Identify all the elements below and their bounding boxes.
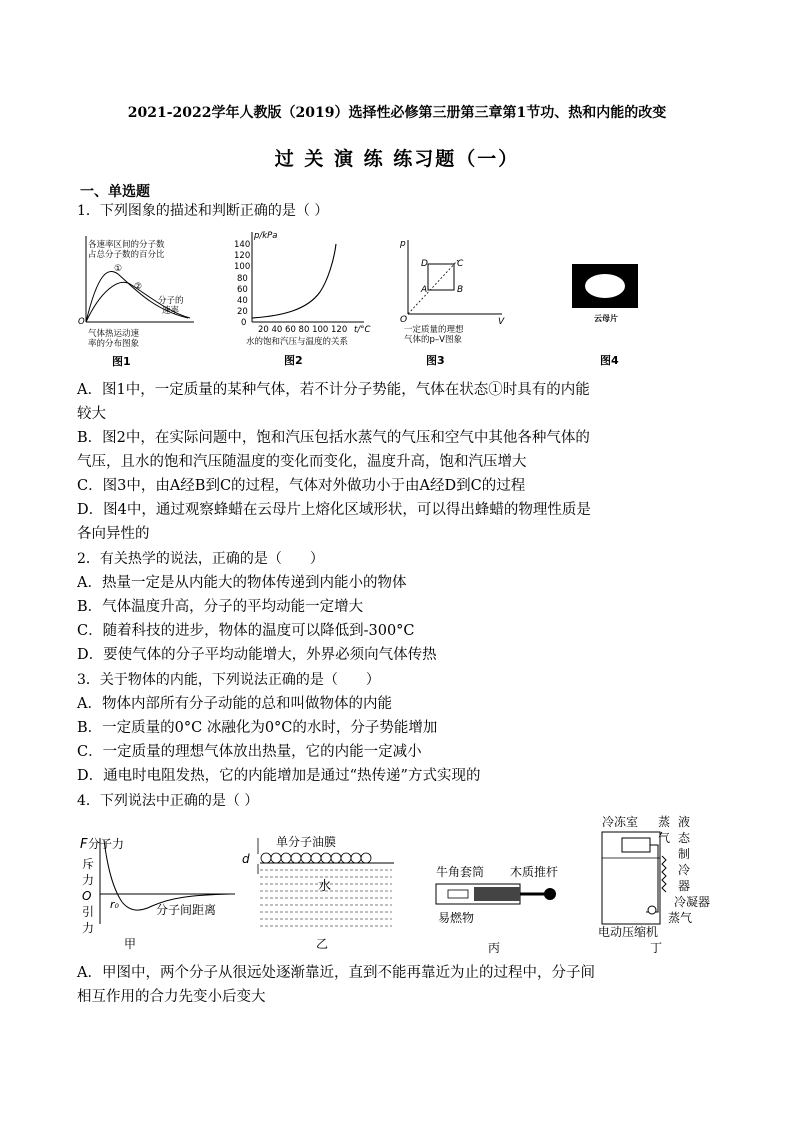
question-4-stem: 4．下列说法中正确的是（ ） bbox=[77, 793, 259, 809]
ding-vapor-label: 蒸气 bbox=[668, 911, 693, 925]
q3-option-c: C．一定质量的理想气体放出热量，它的内能一定减小 bbox=[77, 744, 422, 760]
fig3-rectangle bbox=[428, 264, 454, 290]
q4-option-a-line-2: 相互作用的合力先变小后变大 bbox=[77, 989, 266, 1005]
yi-d-label: d bbox=[242, 852, 250, 866]
q2-option-b: B．气体温度升高，分子的平均动能一定增大 bbox=[77, 599, 364, 615]
ding-compressor bbox=[648, 906, 656, 914]
fig3-p-label: p bbox=[400, 239, 406, 249]
fig3-caption-2: 气体的p–V图象 bbox=[404, 335, 462, 345]
ding-refrigerant-1: 制 bbox=[678, 847, 691, 861]
jia-attractive-2: 力 bbox=[82, 921, 95, 935]
bing-rod-label: 木质推杆 bbox=[510, 865, 559, 879]
figure-3-pv-diagram bbox=[398, 234, 508, 370]
bing-rod-inside bbox=[474, 887, 520, 901]
ding-condenser-label: 冷凝器 bbox=[674, 895, 711, 909]
fig3-label: 图3 bbox=[426, 354, 445, 367]
jia-attractive-1: 引 bbox=[82, 905, 95, 919]
fig3-origin: O bbox=[400, 315, 408, 325]
question-2-stem: 2．有关热学的说法，正确的是（ ） bbox=[77, 551, 324, 567]
fig1-xlabel-2: 速率 bbox=[162, 306, 180, 316]
q1-option-d-line-2: 各向异性的 bbox=[77, 526, 150, 542]
figure-2-vapor-pressure bbox=[232, 226, 372, 370]
q3-option-b: B．一定质量的0°C 冰融化为0°C的水时，分子势能增加 bbox=[77, 720, 438, 736]
ding-freezer-label: 冷冻室 bbox=[602, 815, 639, 829]
fig3-point-b: B bbox=[457, 285, 464, 295]
ding-steam-2: 气 bbox=[658, 831, 671, 845]
jia-label: 甲 bbox=[124, 937, 137, 951]
ding-liquid-2: 态 bbox=[678, 831, 691, 845]
figure-jia-molecular-force bbox=[80, 832, 240, 954]
question-1-stem: 1．下列图象的描述和判断正确的是（ ） bbox=[77, 203, 329, 219]
fig2-ylabel: p/kPa bbox=[254, 231, 278, 241]
q4-option-a-line-1: A．甲图中，两个分子从很远处逐渐靠近，直到不能再靠近为止的过程中，分子间 bbox=[77, 965, 595, 981]
figure-yi-oil-film bbox=[242, 832, 398, 954]
fig3-point-a: A bbox=[421, 285, 428, 295]
fig3-dashed-line bbox=[408, 260, 458, 314]
ding-condenser-coil bbox=[662, 856, 666, 892]
q2-option-d: D．要使气体的分子平均动能增大，外界必须向气体传热 bbox=[77, 647, 437, 663]
fig2-xticks: 20 40 60 80 100 120 bbox=[258, 325, 348, 335]
fig1-caption-2: 率的分布图象 bbox=[88, 339, 140, 349]
fig2-ytick-40: 40 bbox=[237, 296, 248, 306]
bing-tube-label: 牛角套筒 bbox=[436, 865, 485, 879]
q2-option-c: C．随着科技的进步，物体的温度可以降低到-300°C bbox=[77, 623, 415, 639]
fig1-label: 图1 bbox=[112, 355, 131, 368]
figure-ding-refrigerator bbox=[596, 812, 728, 954]
yi-film-label: 单分子油膜 bbox=[276, 835, 337, 849]
fig2-ytick-120: 120 bbox=[234, 251, 251, 261]
fig2-curve bbox=[252, 244, 336, 318]
document-header: 2021-2022学年人教版（2019）选择性必修第三册第三章第1节功、热和内能的改变 bbox=[127, 105, 667, 121]
q3-option-a: A．物体内部所有分子动能的总和叫做物体的内能 bbox=[77, 696, 392, 712]
yi-label: 乙 bbox=[316, 937, 329, 951]
fig2-label: 图2 bbox=[284, 354, 303, 367]
fig2-xunit: t/°C bbox=[354, 325, 371, 335]
q3-option-d: D．通电时电阻发热，它的内能增加是通过“热传递”方式实现的 bbox=[77, 768, 481, 784]
fig1-origin: O bbox=[78, 317, 85, 327]
fig2-ytick-100: 100 bbox=[234, 262, 251, 272]
fig1-caption-1: 气体热运动速 bbox=[88, 329, 140, 339]
fig1-ylabel-2: 占总分子数的百分比 bbox=[88, 250, 165, 260]
fig4-caption: 云母片 bbox=[594, 314, 618, 323]
ding-steam-1: 蒸 bbox=[658, 815, 671, 829]
fig1-xlabel-1: 分子的 bbox=[158, 296, 184, 306]
fig2-ytick-140: 140 bbox=[234, 240, 251, 250]
ding-liquid-1: 液 bbox=[678, 815, 691, 829]
fig3-point-c: C bbox=[457, 259, 464, 269]
jia-distance-label: 分子间距离 bbox=[156, 903, 217, 917]
fig2-ytick-60: 60 bbox=[237, 285, 248, 295]
figure-1-speed-distribution bbox=[78, 232, 208, 370]
q2-option-a: A．热量一定是从内能大的物体传递到内能小的物体 bbox=[77, 575, 407, 591]
fig3-v-label: V bbox=[498, 317, 505, 327]
fig1-ylabel-1: 各速率区间的分子数 bbox=[88, 240, 165, 250]
fig4-melted-region bbox=[585, 274, 625, 298]
yi-water-label: 水 bbox=[318, 879, 332, 894]
q1-option-b-line-1: B．图2中，在实际问题中，饱和汽压包括水蒸气的气压和空气中其他各种气体的 bbox=[77, 430, 590, 446]
section-heading: 一、单选题 bbox=[80, 184, 150, 200]
q1-option-a-line-1: A．图1中，一定质量的某种气体，若不计分子势能，气体在状态①时具有的内能 bbox=[77, 382, 590, 398]
jia-f-label: F bbox=[80, 837, 88, 852]
fig1-mark-2: ② bbox=[134, 282, 143, 292]
page-title: 过 关 演 练 练习题（一） bbox=[274, 148, 520, 170]
figure-bing-fire-piston bbox=[430, 856, 578, 954]
ding-refrigerant-3: 器 bbox=[678, 879, 691, 893]
ding-label: 丁 bbox=[650, 941, 663, 954]
fig1-mark-1: ① bbox=[114, 264, 123, 274]
jia-force-label: 分子力 bbox=[88, 837, 125, 851]
bing-fuel-label: 易燃物 bbox=[438, 911, 475, 925]
jia-origin: O bbox=[82, 889, 92, 903]
fig2-ytick-20: 20 bbox=[237, 307, 248, 317]
fig3-caption-1: 一定质量的理想 bbox=[404, 325, 464, 335]
bing-rod-knob bbox=[544, 888, 556, 900]
q1-option-c: C．图3中，由A经B到C的过程，气体对外做功小于由A经D到C的过程 bbox=[77, 478, 526, 494]
jia-repulsive-2: 力 bbox=[82, 873, 95, 887]
ding-refrigerant-2: 冷 bbox=[678, 863, 691, 877]
bing-label: 丙 bbox=[488, 941, 501, 954]
question-3-stem: 3．关于物体的内能，下列说法正确的是（ ） bbox=[77, 672, 380, 688]
jia-r0-label: r₀ bbox=[110, 898, 119, 911]
q1-option-a-line-2: 较大 bbox=[77, 406, 106, 422]
jia-repulsive-1: 斥 bbox=[82, 857, 95, 871]
fig4-label: 图4 bbox=[600, 354, 619, 367]
figure-4-mica-sheet bbox=[570, 262, 642, 370]
fig3-point-d: D bbox=[421, 259, 428, 269]
yi-molecule-row bbox=[261, 853, 371, 863]
ding-freezer-box bbox=[622, 838, 650, 852]
bing-fuel bbox=[448, 890, 468, 898]
fig2-ytick-80: 80 bbox=[237, 274, 248, 284]
fig2-caption: 水的饱和汽压与温度的关系 bbox=[246, 337, 349, 347]
fig2-ytick-0: 0 bbox=[241, 318, 247, 328]
q1-option-b-line-2: 气压，且水的饱和汽压随温度的变化而变化，温度升高，饱和汽压增大 bbox=[77, 454, 527, 470]
q1-option-d-line-1: D．图4中，通过观察蜂蜡在云母片上熔化区域形状，可以得出蜂蜡的物理性质是 bbox=[77, 502, 591, 518]
ding-compressor-label: 电动压缩机 bbox=[598, 925, 659, 939]
